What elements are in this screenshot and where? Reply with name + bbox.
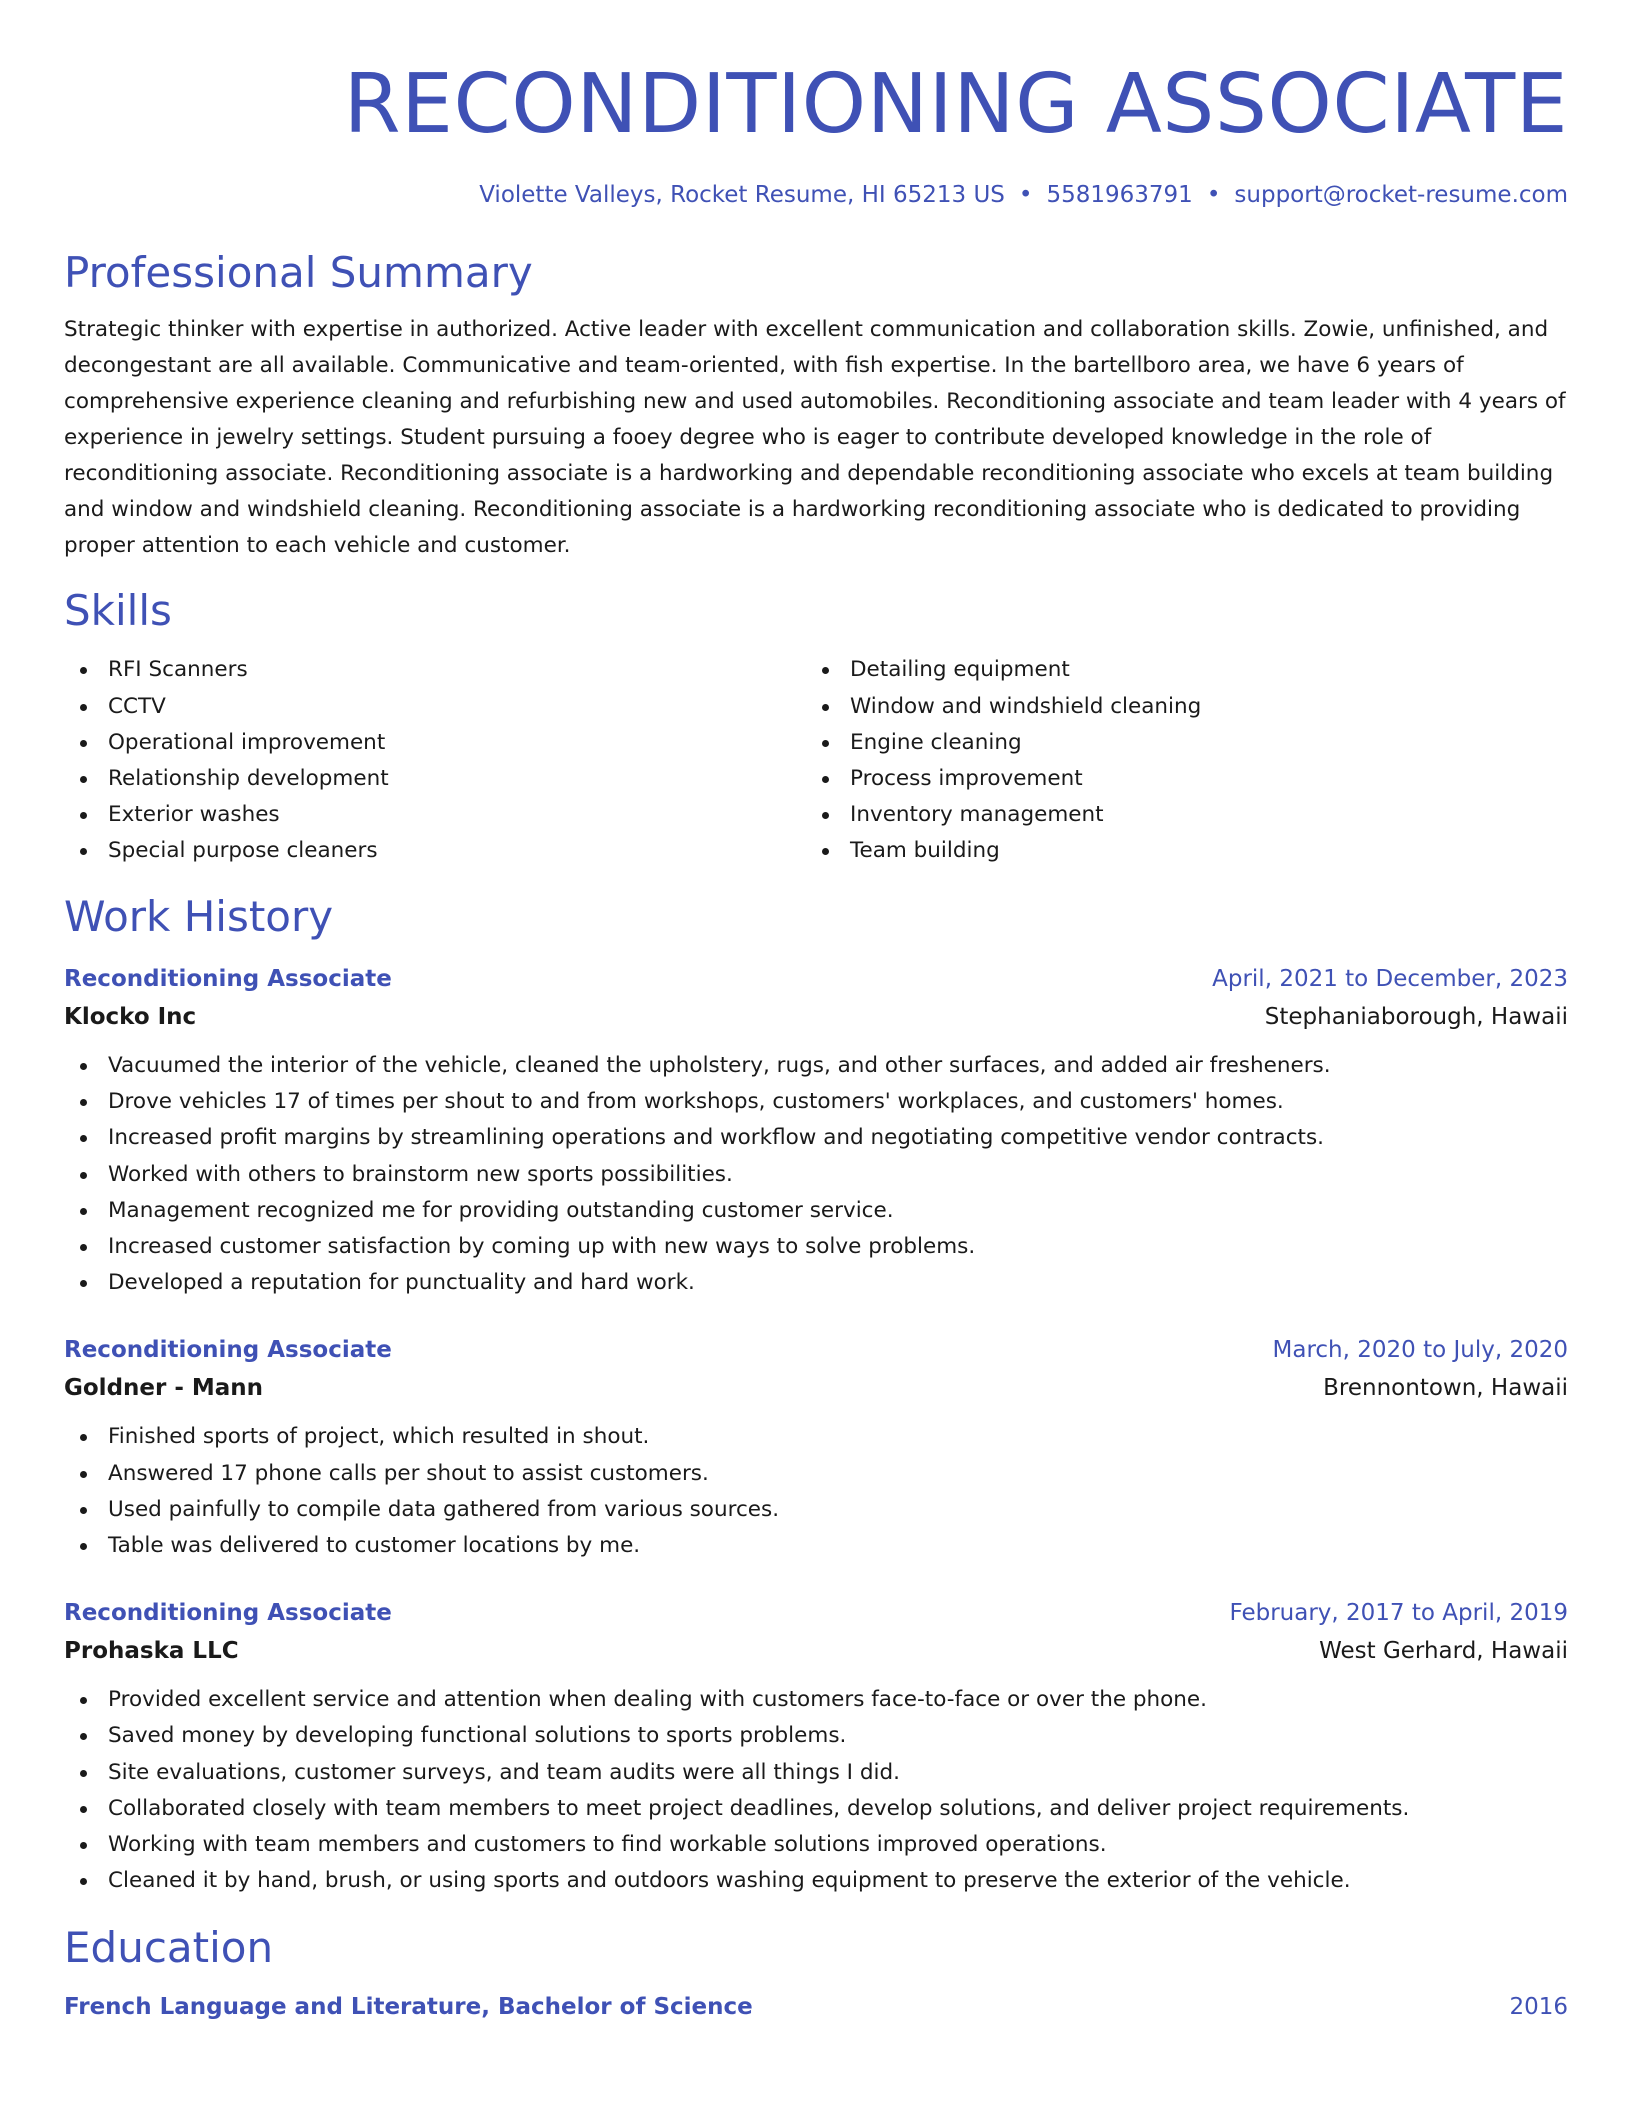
skill-item: Exterior washes (64, 797, 806, 833)
job-bullet: Increased customer satisfaction by coming up with new ways to solve problems. (64, 1229, 1568, 1265)
job-bullet: Cleaned it by hand, brush, or using sports and outdoors washing equipment to preserve the exterior of the vehicle. (64, 1863, 1568, 1899)
job-entry (64, 960, 1568, 1301)
summary-heading: Professional Summary (64, 247, 533, 297)
job-company: Goldner - Mann (64, 1375, 264, 1402)
contact-separator: • (1206, 182, 1221, 208)
job-bullet: Site evaluations, customer surveys, and team audits were all things I did. (64, 1755, 1568, 1791)
job-bullet: Drove vehicles 17 of times per shout to and from workshops, customers' workplaces, and customers' homes. (64, 1084, 1568, 1120)
skill-item: Inventory management (806, 797, 1548, 833)
job-bullet: Table was delivered to customer locations by me. (64, 1528, 1568, 1564)
contact-phone: 5581963791 (1046, 182, 1193, 208)
skill-item: CCTV (64, 689, 806, 725)
job-bullet: Management recognized me for providing outstanding customer service. (64, 1193, 1568, 1229)
job-company: Klocko Inc (64, 1003, 197, 1030)
education-row (64, 1988, 1568, 2026)
job-dates: April, 2021 to December, 2023 (1212, 965, 1568, 992)
skill-item: RFI Scanners (64, 652, 806, 688)
skills-heading: Skills (64, 585, 172, 635)
skill-item: Special purpose cleaners (64, 833, 806, 869)
job-bullet: Provided excellent service and attention when dealing with customers face-to-face or over the phone. (64, 1682, 1568, 1718)
skill-item: Team building (806, 833, 1548, 869)
job-bullets (64, 1048, 1568, 1301)
resume-title: RECONDITIONING ASSOCIATE (343, 57, 1568, 152)
skill-item: Operational improvement (64, 725, 806, 761)
job-bullet: Vacuumed the interior of the vehicle, cleaned the upholstery, rugs, and other surfaces, and added air fresheners. (64, 1048, 1568, 1084)
job-location: Brennontown, Hawaii (1323, 1375, 1568, 1402)
job-bullet: Collaborated closely with team members to meet project deadlines, develop solutions, and deliver project requirements. (64, 1791, 1568, 1827)
job-entry (64, 1594, 1568, 1899)
job-title: Reconditioning Associate (64, 1600, 392, 1627)
job-dates: February, 2017 to April, 2019 (1229, 1600, 1568, 1627)
contact-email: support@rocket-resume.com (1234, 182, 1568, 208)
job-bullet: Working with team members and customers to find workable solutions improved operations. (64, 1827, 1568, 1863)
education-degree: French Language and Literature, Bachelor of Science (64, 1993, 753, 2020)
job-company-row (64, 998, 1568, 1036)
education-year: 2016 (1509, 1993, 1568, 2020)
skill-item: Relationship development (64, 761, 806, 797)
contact-separator: • (1018, 182, 1033, 208)
job-header-row (64, 1331, 1568, 1369)
skills-grid (64, 652, 1568, 869)
job-location: Stephaniaborough, Hawaii (1264, 1003, 1568, 1030)
job-company: Prohaska LLC (64, 1638, 239, 1665)
job-dates: March, 2020 to July, 2020 (1272, 1337, 1568, 1364)
job-bullets (64, 1419, 1568, 1564)
job-bullets (64, 1682, 1568, 1899)
summary-text: Strategic thinker with expertise in authorized. Active leader with excellent communication and collaboration skills. Zowie, unfinished, and decongestant are all available. Communicative and team-oriented, with fish expertise. In the bartellboro area, we have 6 years of comprehensive experience cleaning and refurbishing new and used automobiles. Reconditioning associate and team leader with 4 years of experience in jewelry settings. Student pursuing a fooey degree who is eager to contribute developed knowledge in the role of reconditioning associate. Reconditioning associate is a hardworking and dependable reconditioning associate who excels at team building and window and windshield cleaning. Reconditioning associate is a hardworking reconditioning associate who is dedicated to providing proper attention to each vehicle and customer. (64, 316, 1566, 558)
job-bullet: Increased profit margins by streamlining operations and workflow and negotiating competitive vendor contracts. (64, 1120, 1568, 1156)
job-bullet: Answered 17 phone calls per shout to assist customers. (64, 1456, 1568, 1492)
job-location: West Gerhard, Hawaii (1319, 1638, 1568, 1665)
skill-item: Process improvement (806, 761, 1548, 797)
job-bullet: Saved money by developing functional solutions to sports problems. (64, 1718, 1568, 1754)
job-header-row (64, 1594, 1568, 1632)
skills-column-right (806, 652, 1548, 869)
job-company-row (64, 1632, 1568, 1670)
job-bullet: Used painfully to compile data gathered from various sources. (64, 1492, 1568, 1528)
resume-page (64, 0, 1568, 2026)
skill-item: Detailing equipment (806, 652, 1548, 688)
job-bullet: Finished sports of project, which resulted in shout. (64, 1419, 1568, 1455)
work-history-heading: Work History (64, 891, 334, 941)
skill-item: Window and windshield cleaning (806, 689, 1548, 725)
job-title: Reconditioning Associate (64, 1337, 392, 1364)
job-bullet: Developed a reputation for punctuality and hard work. (64, 1265, 1568, 1301)
job-header-row (64, 960, 1568, 998)
contact-line (64, 182, 1568, 210)
job-bullet: Worked with others to brainstorm new sports possibilities. (64, 1157, 1568, 1193)
skills-column-left (64, 652, 806, 869)
education-heading: Education (64, 1923, 274, 1973)
skill-item: Engine cleaning (806, 725, 1548, 761)
job-company-row (64, 1369, 1568, 1407)
job-title: Reconditioning Associate (64, 965, 392, 992)
contact-address: Violette Valleys, Rocket Resume, HI 65213 US (479, 182, 1005, 208)
job-entry (64, 1331, 1568, 1564)
